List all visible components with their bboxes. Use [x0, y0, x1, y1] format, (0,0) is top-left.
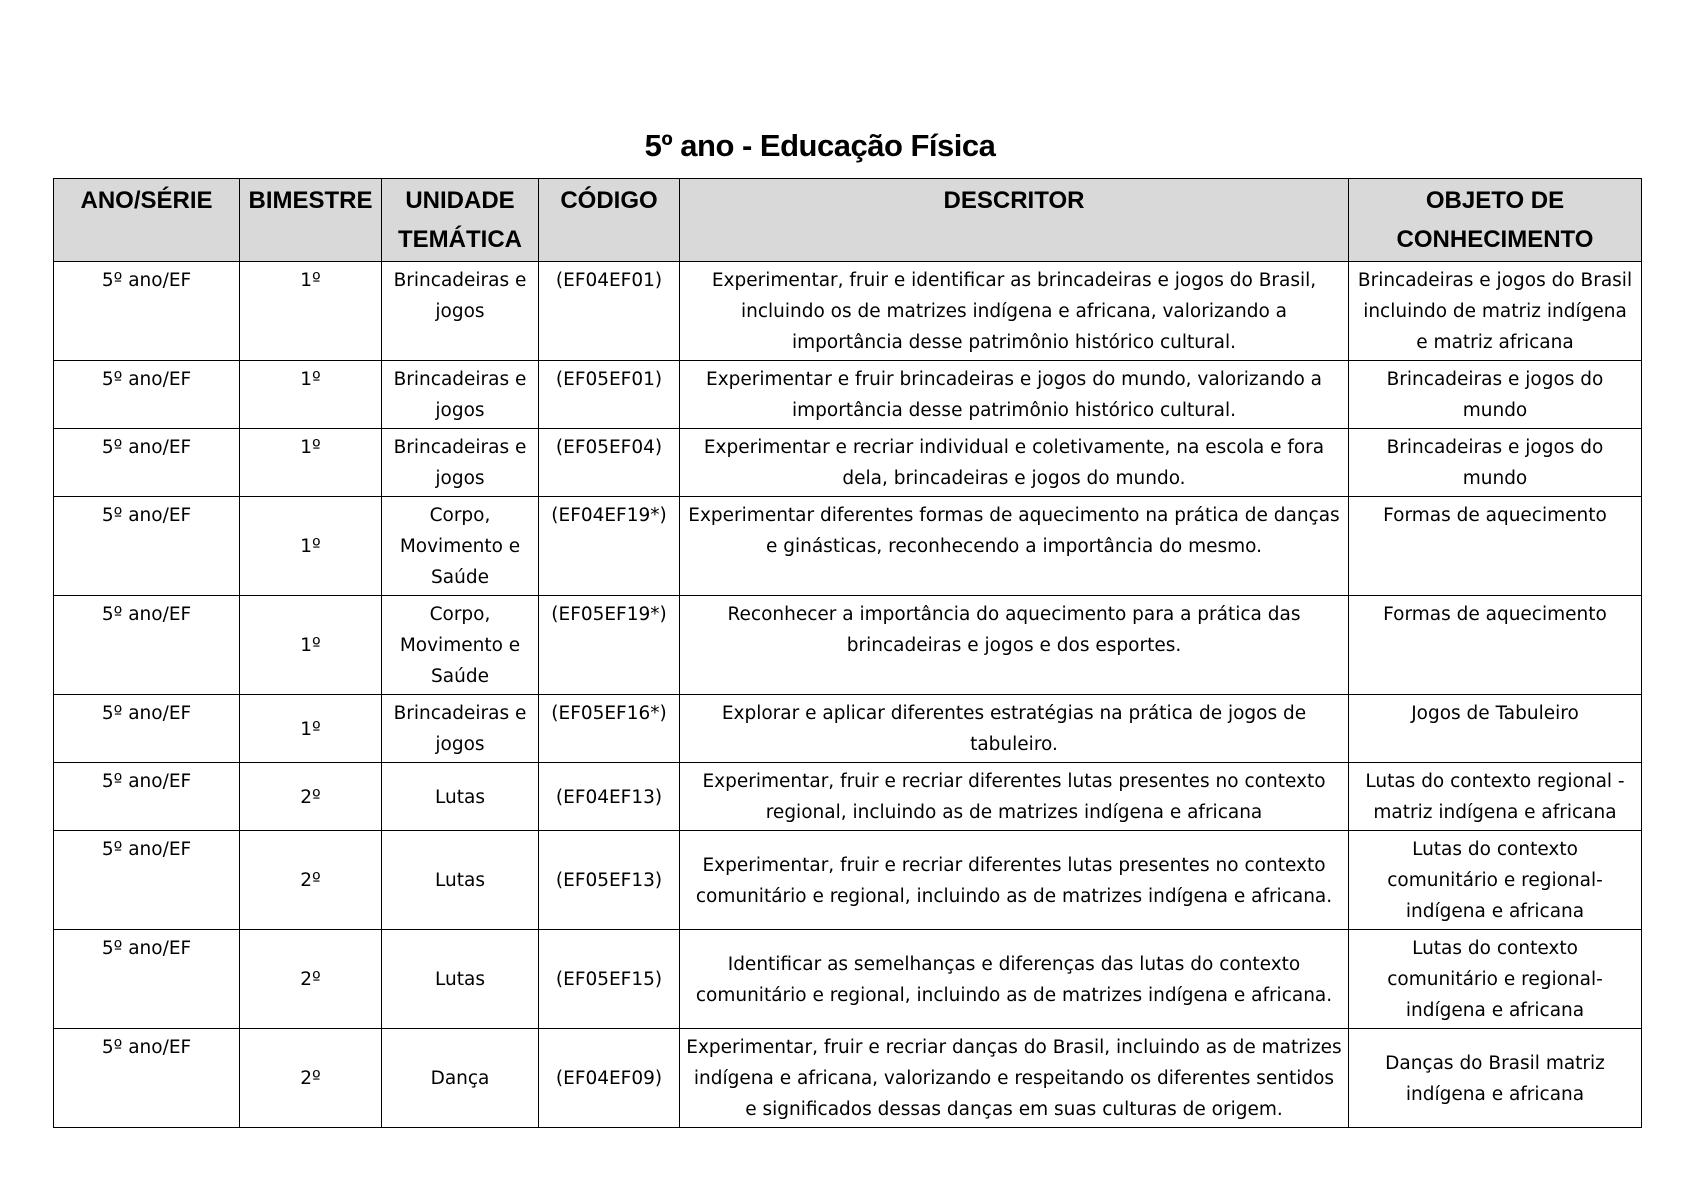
cell-bimestre: 1º — [240, 497, 382, 596]
cell-objeto: Brincadeiras e jogos do Brasil incluindo de matriz indígena e matriz africana — [1349, 262, 1642, 361]
cell-descritor: Experimentar, fruir e recriar diferentes lutas presentes no contexto regional, incluindo as de matrizes indígena e africana — [680, 763, 1349, 831]
table-row — [54, 262, 1642, 361]
cell-descritor: Reconhecer a importância do aquecimento para a prática das brincadeiras e jogos e dos esportes. — [680, 596, 1349, 695]
table-row — [54, 763, 1642, 831]
table-row — [54, 1029, 1642, 1128]
cell-descritor: Experimentar, fruir e identificar as brincadeiras e jogos do Brasil, incluindo os de matrizes indígena e africana, valorizando a importância desse patrimônio histórico cultural. — [680, 262, 1349, 361]
table-row — [54, 695, 1642, 763]
cell-descritor: Experimentar e fruir brincadeiras e jogos do mundo, valorizando a importância desse patrimônio histórico cultural. — [680, 361, 1349, 429]
cell-objeto: Lutas do contexto comunitário e regional- indígena e africana — [1349, 831, 1642, 930]
cell-unidade: Brincadeiras e jogos — [382, 262, 539, 361]
cell-ano: 5º ano/EF — [54, 429, 240, 497]
cell-codigo: (EF04EF13) — [539, 763, 680, 831]
cell-bimestre: 2º — [240, 763, 382, 831]
curriculum-table — [53, 178, 1642, 1128]
cell-descritor: Experimentar, fruir e recriar danças do Brasil, incluindo as de matrizes indígena e africana, valorizando e respeitando os diferentes sentidos e significados dessas danças em suas culturas de origem. — [680, 1029, 1349, 1128]
cell-bimestre: 2º — [240, 1029, 382, 1128]
cell-bimestre: 1º — [240, 695, 382, 763]
cell-bimestre: 1º — [240, 262, 382, 361]
header-descritor: DESCRITOR — [680, 179, 1349, 262]
cell-descritor: Experimentar, fruir e recriar diferentes lutas presentes no contexto comunitário e regional, incluindo as de matrizes indígena e africana. — [680, 831, 1349, 930]
header-unidade-tematica: UNIDADE TEMÁTICA — [382, 179, 539, 262]
cell-ano: 5º ano/EF — [54, 831, 240, 930]
table-row — [54, 831, 1642, 930]
cell-unidade: Dança — [382, 1029, 539, 1128]
table-row — [54, 596, 1642, 695]
cell-descritor: Experimentar e recriar individual e coletivamente, na escola e fora dela, brincadeiras e jogos do mundo. — [680, 429, 1349, 497]
cell-unidade: Lutas — [382, 831, 539, 930]
header-objeto-conhecimento: OBJETO DE CONHECIMENTO — [1349, 179, 1642, 262]
header-bimestre: BIMESTRE — [240, 179, 382, 262]
cell-codigo: (EF04EF01) — [539, 262, 680, 361]
table-row — [54, 361, 1642, 429]
cell-ano: 5º ano/EF — [54, 695, 240, 763]
cell-ano: 5º ano/EF — [54, 361, 240, 429]
cell-unidade: Corpo, Movimento e Saúde — [382, 596, 539, 695]
cell-bimestre: 2º — [240, 831, 382, 930]
cell-codigo: (EF05EF19*) — [539, 596, 680, 695]
table-row — [54, 930, 1642, 1029]
cell-ano: 5º ano/EF — [54, 930, 240, 1029]
cell-objeto: Lutas do contexto regional - matriz indígena e africana — [1349, 763, 1642, 831]
cell-objeto: Formas de aquecimento — [1349, 497, 1642, 596]
cell-unidade: Lutas — [382, 763, 539, 831]
table-row — [54, 429, 1642, 497]
cell-unidade: Brincadeiras e jogos — [382, 361, 539, 429]
cell-objeto: Lutas do contexto comunitário e regional- indígena e africana — [1349, 930, 1642, 1029]
cell-objeto: Jogos de Tabuleiro — [1349, 695, 1642, 763]
cell-objeto: Brincadeiras e jogos do mundo — [1349, 361, 1642, 429]
cell-bimestre: 2º — [240, 930, 382, 1029]
table-header-row — [54, 179, 1642, 262]
cell-unidade: Brincadeiras e jogos — [382, 429, 539, 497]
cell-codigo: (EF05EF13) — [539, 831, 680, 930]
table-row — [54, 497, 1642, 596]
cell-bimestre: 1º — [240, 596, 382, 695]
header-codigo: CÓDIGO — [539, 179, 680, 262]
cell-bimestre: 1º — [240, 361, 382, 429]
cell-codigo: (EF05EF04) — [539, 429, 680, 497]
cell-descritor: Experimentar diferentes formas de aquecimento na prática de danças e ginásticas, reconhecendo a importância do mesmo. — [680, 497, 1349, 596]
cell-ano: 5º ano/EF — [54, 1029, 240, 1128]
cell-objeto: Danças do Brasil matriz indígena e africana — [1349, 1029, 1642, 1128]
cell-ano: 5º ano/EF — [54, 763, 240, 831]
cell-codigo: (EF04EF09) — [539, 1029, 680, 1128]
cell-ano: 5º ano/EF — [54, 497, 240, 596]
header-ano-serie: ANO/SÉRIE — [54, 179, 240, 262]
page-title: 5º ano - Educação Física — [644, 128, 996, 163]
cell-unidade: Lutas — [382, 930, 539, 1029]
cell-codigo: (EF05EF01) — [539, 361, 680, 429]
cell-ano: 5º ano/EF — [54, 596, 240, 695]
cell-codigo: (EF05EF15) — [539, 930, 680, 1029]
cell-descritor: Identificar as semelhanças e diferenças das lutas do contexto comunitário e regional, incluindo as de matrizes indígena e africana. — [680, 930, 1349, 1029]
cell-unidade: Brincadeiras e jogos — [382, 695, 539, 763]
cell-objeto: Formas de aquecimento — [1349, 596, 1642, 695]
cell-unidade: Corpo, Movimento e Saúde — [382, 497, 539, 596]
cell-codigo: (EF04EF19*) — [539, 497, 680, 596]
cell-ano: 5º ano/EF — [54, 262, 240, 361]
cell-descritor: Explorar e aplicar diferentes estratégias na prática de jogos de tabuleiro. — [680, 695, 1349, 763]
cell-objeto: Brincadeiras e jogos do mundo — [1349, 429, 1642, 497]
cell-bimestre: 1º — [240, 429, 382, 497]
cell-codigo: (EF05EF16*) — [539, 695, 680, 763]
